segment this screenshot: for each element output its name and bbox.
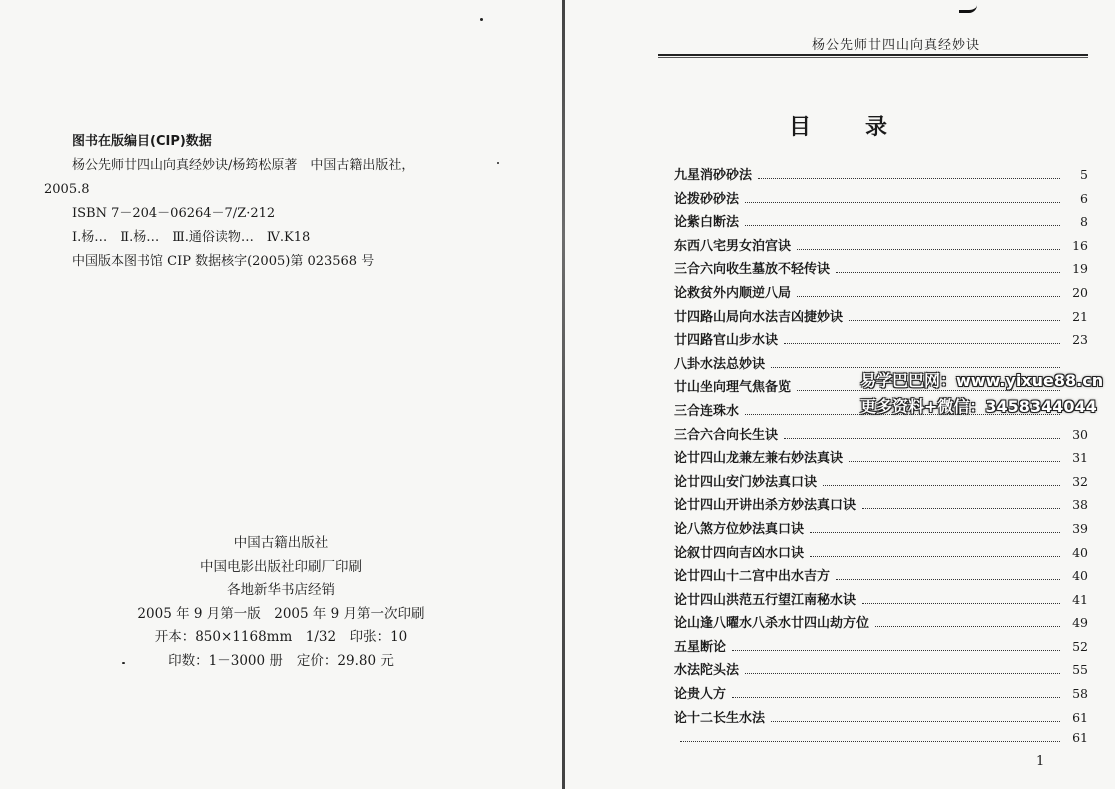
toc-item-page: 61 xyxy=(1072,730,1088,746)
toc-item-label: 三合连珠水 xyxy=(674,403,740,419)
toc-item-page: 41 xyxy=(1072,591,1088,607)
toc-item-page: 23 xyxy=(1072,332,1088,348)
scan-speck xyxy=(480,18,483,21)
print-run: 印数：1－3000 册 xyxy=(168,652,283,669)
toc-item-page: 39 xyxy=(1072,520,1088,536)
distributor: 各地新华书店经销 xyxy=(227,582,335,598)
toc-item xyxy=(674,329,1088,353)
toc-item-label: 论紫白断法 xyxy=(674,215,740,231)
toc-item-page: 55 xyxy=(1072,662,1088,678)
toc-item xyxy=(674,636,1088,660)
toc-leader-dots xyxy=(732,650,1060,651)
toc-item xyxy=(674,659,1088,683)
watermark-line-1: 易学巴巴网：www.yixue88.cn xyxy=(860,371,1104,390)
toc-item-page: 5 xyxy=(1080,167,1088,182)
toc-leader-dots xyxy=(797,296,1060,297)
cip-line-1: 杨公先师廿四山向真经妙诀/杨筠松原著 中国古籍出版社， xyxy=(72,158,415,173)
toc-item xyxy=(674,542,1088,566)
toc-item-page: 30 xyxy=(1072,426,1088,442)
publisher-block xyxy=(0,532,562,673)
toc-item-label: 论贵人方 xyxy=(674,687,727,703)
toc-item-label: 论廿四山洪范五行望江南秘水诀 xyxy=(674,592,857,608)
toc-item-label: 廿山坐向理气焦备览 xyxy=(674,380,792,396)
toc-item-label: 论廿四山龙兼左兼右妙法真诀 xyxy=(674,451,844,467)
toc-item xyxy=(674,494,1088,518)
toc-item-page: 58 xyxy=(1072,686,1088,702)
cip-title: 图书在版编目(CIP)数据 xyxy=(72,134,212,149)
toc-leader-dots xyxy=(849,320,1060,321)
toc-leader-dots xyxy=(784,438,1060,439)
toc-item-label: 三合六向收生墓放不轻传诀 xyxy=(674,262,831,278)
toc-item-label: 论拨砂砂法 xyxy=(674,191,740,207)
toc-item-label: 论廿四山开讲出杀方妙法真口诀 xyxy=(674,498,857,514)
toc-item-label: 九星消砂砂法 xyxy=(674,168,753,183)
toc-leader-dots xyxy=(849,461,1060,462)
edition-info: 2005 年 9 月第一版 2005 年 9 月第一次印刷 xyxy=(137,605,425,622)
toc-leader-dots xyxy=(862,603,1060,604)
toc-item xyxy=(674,235,1088,259)
scan-speck xyxy=(497,162,499,164)
toc-leader-dots xyxy=(732,697,1060,698)
toc-item-page: 31 xyxy=(1072,450,1088,466)
toc-leader-dots xyxy=(745,225,1060,226)
header-rule xyxy=(658,54,1088,56)
table-of-contents xyxy=(674,164,1088,754)
publisher-name: 中国古籍出版社 xyxy=(233,535,329,551)
page-number: 1 xyxy=(1036,754,1045,769)
toc-title: 目 录 xyxy=(788,115,903,140)
toc-item-label: 东西八宅男女泊宫诀 xyxy=(674,238,792,254)
toc-leader-dots xyxy=(784,343,1060,344)
toc-item-label: 水法陀头法 xyxy=(674,663,740,679)
printer-name: 中国电影出版社印刷厂印刷 xyxy=(200,558,362,575)
toc-leader-dots xyxy=(680,741,1060,742)
toc-item-label: 论救贫外内顺逆八局 xyxy=(674,285,792,301)
toc-item xyxy=(674,518,1088,542)
toc-item-label: 廿四路山局向水法吉凶捷妙诀 xyxy=(674,309,844,325)
toc-item-page: 38 xyxy=(1072,497,1088,513)
toc-item-page: 21 xyxy=(1072,308,1088,324)
scan-speck xyxy=(122,662,125,664)
toc-leader-dots xyxy=(758,178,1060,179)
toc-leader-dots xyxy=(810,532,1060,533)
toc-leader-dots xyxy=(862,508,1060,509)
book-spine xyxy=(562,0,565,789)
header-rule xyxy=(658,57,1088,58)
toc-item-page: 49 xyxy=(1072,615,1088,631)
toc-item-label: 八卦水法总妙诀 xyxy=(674,356,766,372)
toc-item xyxy=(674,707,1088,731)
toc-leader-dots xyxy=(836,272,1060,273)
cip-line-5: 中国版本图书馆 CIP 数据核字(2005)第 023568 号 xyxy=(72,254,375,269)
toc-item-label: 论叙廿四向吉凶水口诀 xyxy=(674,545,805,561)
toc-item-page: 16 xyxy=(1072,237,1088,253)
toc-item xyxy=(674,447,1088,471)
toc-item-label: 论廿四山十二宫中出水吉方 xyxy=(674,569,831,585)
toc-leader-dots xyxy=(823,485,1060,486)
toc-item xyxy=(674,164,1088,188)
cip-line-2: 2005.8 xyxy=(44,182,90,197)
toc-leader-dots xyxy=(745,673,1060,674)
toc-item-label: 论八煞方位妙法真口诀 xyxy=(674,521,805,537)
toc-item xyxy=(674,683,1088,707)
scan-mark xyxy=(959,0,977,13)
toc-item xyxy=(674,188,1088,212)
toc-item xyxy=(674,258,1088,282)
watermark xyxy=(860,368,1103,420)
toc-item xyxy=(674,589,1088,613)
toc-item-label: 三合六合向长生诀 xyxy=(674,427,779,443)
toc-item xyxy=(674,471,1088,495)
cip-line-3: ISBN 7－204－06264－7/Z·212 xyxy=(72,206,276,221)
toc-item-page: 19 xyxy=(1072,261,1088,277)
print-run-price xyxy=(0,650,562,674)
toc-item-page: 32 xyxy=(1072,473,1088,489)
toc-leader-dots xyxy=(810,556,1060,557)
toc-item xyxy=(674,565,1088,589)
toc-item-label: 廿四路官山步水诀 xyxy=(674,333,779,349)
toc-item-label: 五星断论 xyxy=(674,639,727,655)
toc-item xyxy=(674,306,1088,330)
toc-item xyxy=(674,424,1088,448)
toc-item xyxy=(674,730,1088,754)
toc-item-page: 52 xyxy=(1072,638,1088,654)
toc-item xyxy=(674,612,1088,636)
toc-item-label: 论山逢八曜水八杀水廿四山劫方位 xyxy=(674,616,870,632)
toc-leader-dots xyxy=(797,249,1060,250)
toc-item xyxy=(674,282,1088,306)
running-head: 杨公先师廿四山向真经妙诀 xyxy=(811,38,980,53)
format-info: 开本：850×1168mm 1/32 印张：10 xyxy=(154,629,408,645)
watermark-line-2: 更多资料+微信：3458344044 xyxy=(860,397,1097,416)
toc-item-page: 61 xyxy=(1072,709,1088,725)
toc-leader-dots xyxy=(836,579,1060,580)
toc-item-page: 8 xyxy=(1080,214,1088,230)
price: 定价：29.80 元 xyxy=(296,652,394,669)
toc-item-page: 20 xyxy=(1072,284,1088,300)
toc-item-label: 论十二长生水法 xyxy=(674,710,766,726)
toc-item-page: 6 xyxy=(1080,190,1088,206)
toc-item-page: 40 xyxy=(1072,544,1088,560)
toc-leader-dots xyxy=(745,202,1060,203)
toc-leader-dots xyxy=(771,721,1060,722)
toc-item-label: 论廿四山安门妙法真口诀 xyxy=(674,474,818,490)
cip-line-4: Ⅰ.杨… Ⅱ.杨… Ⅲ.通俗读物… Ⅳ.K18 xyxy=(72,230,311,245)
toc-item xyxy=(674,211,1088,235)
toc-leader-dots xyxy=(875,626,1060,627)
toc-item-page: 40 xyxy=(1072,568,1088,584)
